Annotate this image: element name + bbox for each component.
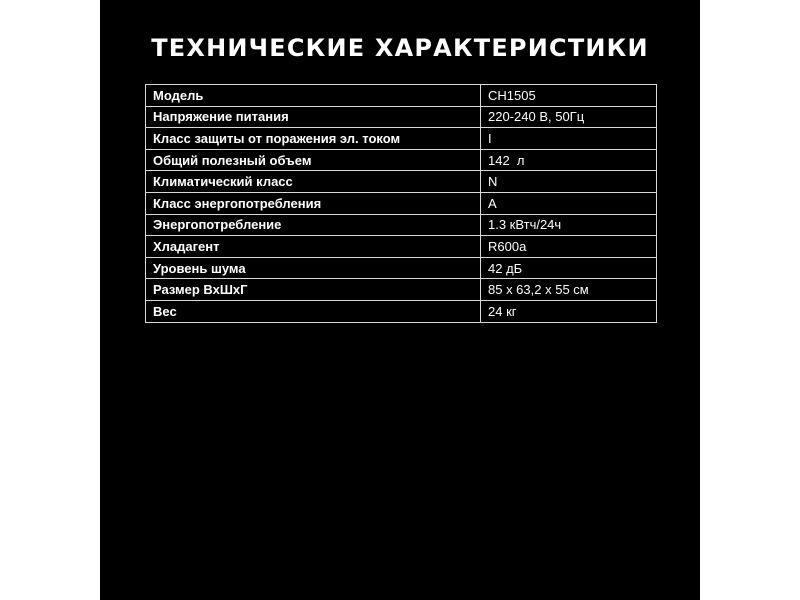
spec-value: 42 дБ bbox=[481, 257, 657, 279]
spec-value: A bbox=[481, 192, 657, 214]
spec-panel bbox=[100, 0, 700, 600]
spec-label: Общий полезный объем bbox=[146, 149, 481, 171]
spec-label: Класс защиты от поражения эл. током bbox=[146, 128, 481, 150]
table-row bbox=[146, 192, 657, 214]
spec-label: Уровень шума bbox=[146, 257, 481, 279]
spec-value: N bbox=[481, 171, 657, 193]
spec-table bbox=[145, 84, 657, 323]
spec-label: Размер ВхШхГ bbox=[146, 279, 481, 301]
spec-value: 1.3 кВтч/24ч bbox=[481, 214, 657, 236]
spec-label: Вес bbox=[146, 300, 481, 322]
table-row bbox=[146, 106, 657, 128]
spec-label: Энергопотребление bbox=[146, 214, 481, 236]
table-row bbox=[146, 257, 657, 279]
table-row bbox=[146, 128, 657, 150]
spec-value: CH1505 bbox=[481, 85, 657, 107]
page-title: ТЕХНИЧЕСКИЕ ХАРАКТЕРИСТИКИ bbox=[151, 34, 649, 62]
spec-value: 85 x 63,2 x 55 см bbox=[481, 279, 657, 301]
table-row bbox=[146, 149, 657, 171]
spec-value: 142 л bbox=[481, 149, 657, 171]
spec-value: I bbox=[481, 128, 657, 150]
spec-label: Напряжение питания bbox=[146, 106, 481, 128]
table-row bbox=[146, 171, 657, 193]
spec-value: 24 кг bbox=[481, 300, 657, 322]
spec-table-body bbox=[146, 85, 657, 323]
spec-label: Класс энергопотребления bbox=[146, 192, 481, 214]
spec-label: Климатический класс bbox=[146, 171, 481, 193]
spec-label: Модель bbox=[146, 85, 481, 107]
table-row bbox=[146, 300, 657, 322]
table-row bbox=[146, 279, 657, 301]
table-row bbox=[146, 236, 657, 258]
table-row bbox=[146, 214, 657, 236]
table-row bbox=[146, 85, 657, 107]
spec-label: Хладагент bbox=[146, 236, 481, 258]
spec-value: 220-240 В, 50Гц bbox=[481, 106, 657, 128]
spec-value: R600a bbox=[481, 236, 657, 258]
